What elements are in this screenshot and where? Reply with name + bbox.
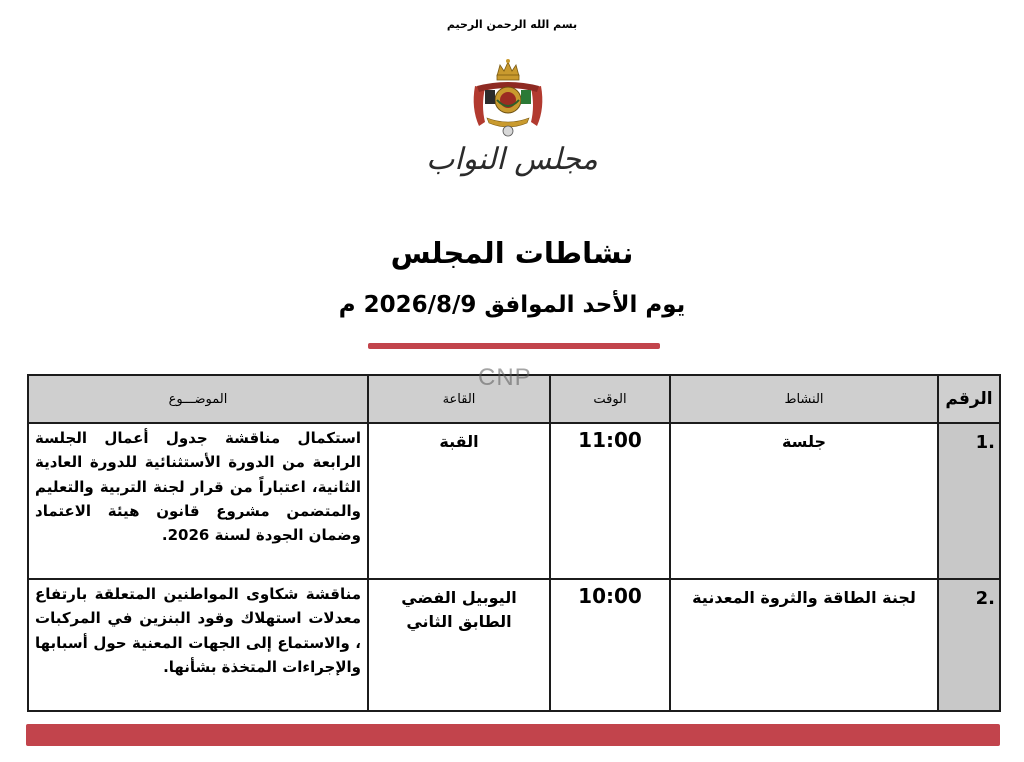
date-subtitle: يوم الأحد الموافق 2026/8/9 م (338, 292, 686, 318)
row-time: 11:00 (550, 423, 670, 579)
row-topic: استكمال مناقشة جدول أعمال الجلسة الرابعة من الدورة الأستثنائية للدورة العادية الثانية، اعتباراً من قرار لجنة التربية والتعليم والمتضمن مشروع قانون هيئة الاعتماد وضمان الجودة لسنة 2026. (28, 423, 368, 579)
table-row (28, 423, 1000, 579)
page-title: نشاطات المجلس (390, 236, 634, 270)
row-hall (368, 579, 550, 711)
column-header-activity: النشاط (670, 375, 938, 423)
row-topic: مناقشة شكاوى المواطنين المتعلقة بارتفاع معدلات استهلاك وقود البنزين في المركبات ، والاستماع إلى الجهات المعنية حول أسبابها والإجراءات المتخذة بشأنها. (28, 579, 368, 711)
hall-line-1: اليوبيل الفضي (401, 588, 517, 607)
column-header-time: الوقت (550, 375, 670, 423)
parliament-logo-text: مجلس النواب (426, 142, 598, 177)
row-time: 10:00 (550, 579, 670, 711)
row-activity: جلسة (670, 423, 938, 579)
column-header-topic: الموضـــوع (28, 375, 368, 423)
basmala-text: بسم الله الرحمن الرحيم (446, 18, 578, 31)
watermark-text: CNP (478, 364, 532, 391)
row-activity: لجنة الطاقة والثروة المعدنية (670, 579, 938, 711)
column-header-hall: القاعة (368, 375, 550, 423)
table-row (28, 579, 1000, 711)
hall-line-2: الطابق الثاني (406, 612, 512, 631)
title-divider (368, 343, 660, 349)
row-number: .1 (938, 423, 1000, 579)
column-header-number: الرقم (938, 375, 1000, 423)
hashemite-crown-emblem (467, 56, 549, 138)
activities-table (27, 374, 1001, 712)
row-number: .2 (938, 579, 1000, 711)
row-hall: القبة (368, 423, 550, 579)
footer-divider (26, 724, 1000, 746)
